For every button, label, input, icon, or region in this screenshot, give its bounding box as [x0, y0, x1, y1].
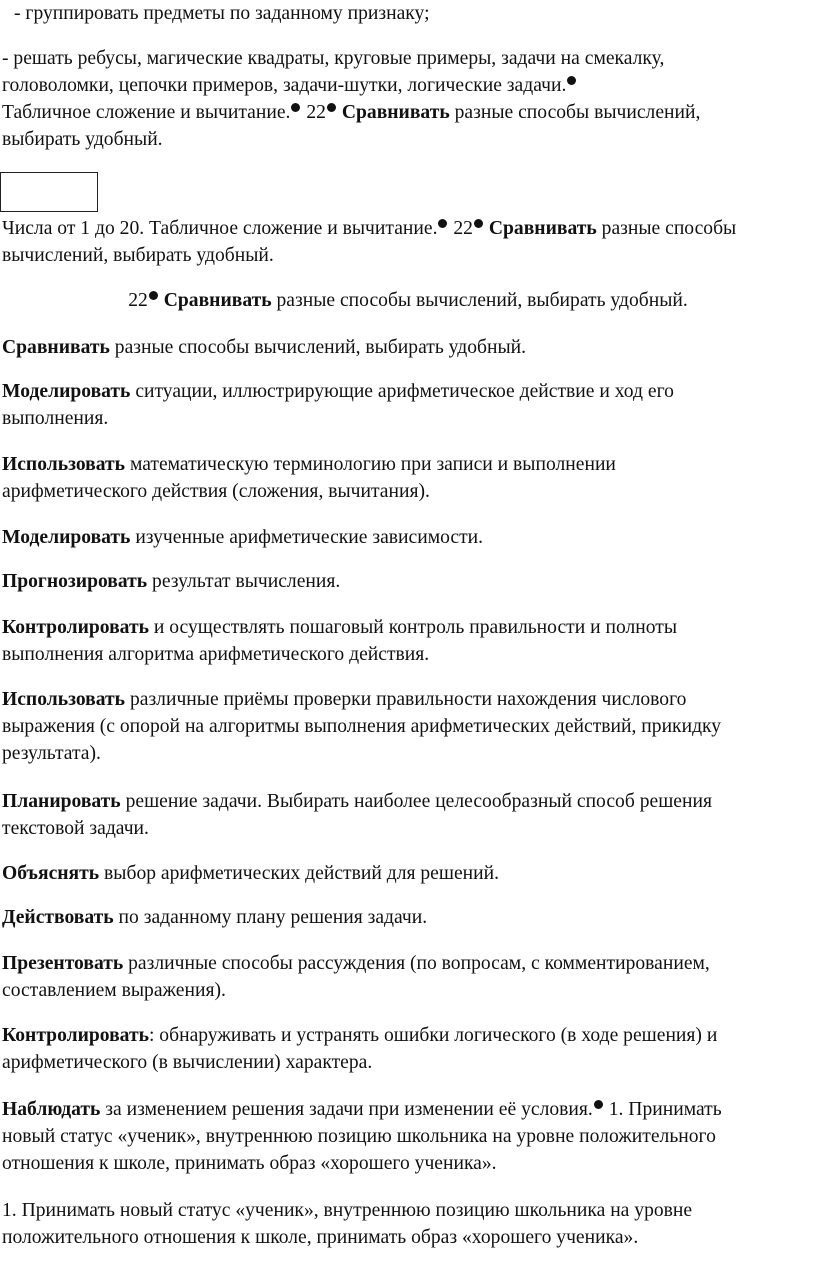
bullet-icon: [149, 291, 158, 300]
paragraph-group-items: [14, 0, 814, 27]
bullet-icon: [327, 103, 336, 112]
text: результата).: [2, 743, 101, 764]
bold-term: Планировать: [2, 791, 121, 812]
bold-term: Использовать: [2, 689, 126, 710]
text: 22: [448, 218, 473, 239]
bold-term: Сравнивать: [163, 290, 272, 311]
text: разные способы: [596, 218, 737, 239]
text: арифметического действия (сложения, вычитания).: [2, 481, 430, 502]
text: математическую терминологию при записи и выполнении: [125, 454, 616, 475]
text: 1. Принимать: [603, 1099, 722, 1120]
text: выражения (с опорой на алгоритмы выполнения арифметических действий, прикидку: [2, 716, 722, 737]
bold-term: Объяснять: [2, 863, 100, 884]
paragraph-act: [2, 904, 802, 931]
bold-term: Моделировать: [2, 381, 131, 402]
paragraph-control-errors: [2, 1022, 802, 1076]
paragraph-predict: [2, 568, 802, 595]
text: : обнаруживать и устранять ошибки логического (в ходе решения) и: [148, 1025, 718, 1046]
bold-term: Контролировать: [2, 1025, 149, 1046]
bold-term: Действовать: [2, 907, 114, 928]
text: - группировать предметы по заданному признаку;: [14, 3, 430, 24]
text: Числа от 1 до 20. Табличное сложение и вычитание.: [2, 218, 438, 239]
text: разные способы вычислений, выбирать удобный.: [271, 290, 688, 311]
bullet-icon: [438, 219, 447, 228]
paragraph-puzzles: [2, 45, 802, 153]
text: результат вычисления.: [147, 571, 341, 592]
text: изученные арифметические зависимости.: [130, 527, 484, 548]
text: 22: [128, 290, 148, 311]
bullet-icon: [474, 219, 483, 228]
paragraph-model-situations: [2, 378, 802, 432]
bold-term: Сравнивать: [341, 102, 450, 123]
paragraph-numbers-1-20: [2, 215, 802, 269]
text: выполнения алгоритма арифметического действия.: [2, 644, 430, 665]
text: арифметического (в вычислении) характера.: [2, 1052, 373, 1073]
paragraph-use-checks: [2, 686, 802, 767]
text: решение задачи. Выбирать наиболее целесообразный способ решения: [120, 791, 712, 812]
empty-table-cell: [0, 172, 98, 212]
text: выбирать удобный.: [2, 129, 163, 150]
bullet-icon: [291, 103, 300, 112]
text: различные способы рассуждения (по вопросам, с комментированием,: [123, 953, 710, 974]
text: - решать ребусы, магические квадраты, круговые примеры, задачи на смекалку,: [2, 48, 665, 69]
text: и осуществлять пошаговый контроль правильности и полноты: [148, 617, 678, 638]
text: головоломки, цепочки примеров, задачи-шутки, логические задачи.: [2, 75, 567, 96]
text: выбор арифметических действий для решений.: [99, 863, 500, 884]
text: 1. Принимать новый статус «ученик», внутреннюю позицию школьника на уровне: [2, 1200, 693, 1221]
paragraph-compare: [2, 334, 802, 361]
text: ситуации, иллюстрирующие арифметическое действие и ход его: [130, 381, 674, 402]
text: за изменением решения задачи при изменении её условия.: [100, 1099, 593, 1120]
text: 22: [301, 102, 326, 123]
text: отношения к школе, принимать образ «хорошего ученика».: [2, 1153, 497, 1174]
paragraph-plan-solution: [2, 788, 802, 842]
paragraph-use-terminology: [2, 451, 802, 505]
paragraph-explain: [2, 860, 802, 887]
paragraph-control-steps: [2, 614, 802, 668]
paragraph-model-dependencies: [2, 524, 802, 551]
text: вычислений, выбирать удобный.: [2, 245, 274, 266]
bold-term: Прогнозировать: [2, 571, 148, 592]
bullet-icon: [594, 1100, 603, 1109]
text: выполнения.: [2, 408, 109, 429]
bold-term: Сравнивать: [488, 218, 597, 239]
text: новый статус «ученик», внутреннюю позицию школьника на уровне положительного: [2, 1126, 716, 1147]
bullet-icon: [567, 76, 576, 85]
paragraph-observe: [2, 1096, 802, 1177]
bold-term: Использовать: [2, 454, 126, 475]
paragraph-present: [2, 950, 802, 1004]
bold-term: Презентовать: [2, 953, 124, 974]
bold-term: Сравнивать: [2, 337, 110, 358]
bold-term: Наблюдать: [2, 1099, 101, 1120]
paragraph-compare-centered: [0, 287, 816, 314]
text: разные способы вычислений,: [449, 102, 701, 123]
text: текстовой задачи.: [2, 818, 149, 839]
bold-term: Моделировать: [2, 527, 131, 548]
text: положительного отношения к школе, принимать образ «хорошего ученика».: [2, 1227, 639, 1248]
text: составлением выражения).: [2, 980, 226, 1001]
bold-term: Контролировать: [2, 617, 149, 638]
text: разные способы вычислений, выбирать удобный.: [109, 337, 527, 358]
text: Табличное сложение и вычитание.: [2, 102, 291, 123]
text: различные приёмы проверки правильности нахождения числового: [125, 689, 687, 710]
paragraph-accept-status: [2, 1197, 802, 1251]
text: по заданному плану решения задачи.: [113, 907, 428, 928]
